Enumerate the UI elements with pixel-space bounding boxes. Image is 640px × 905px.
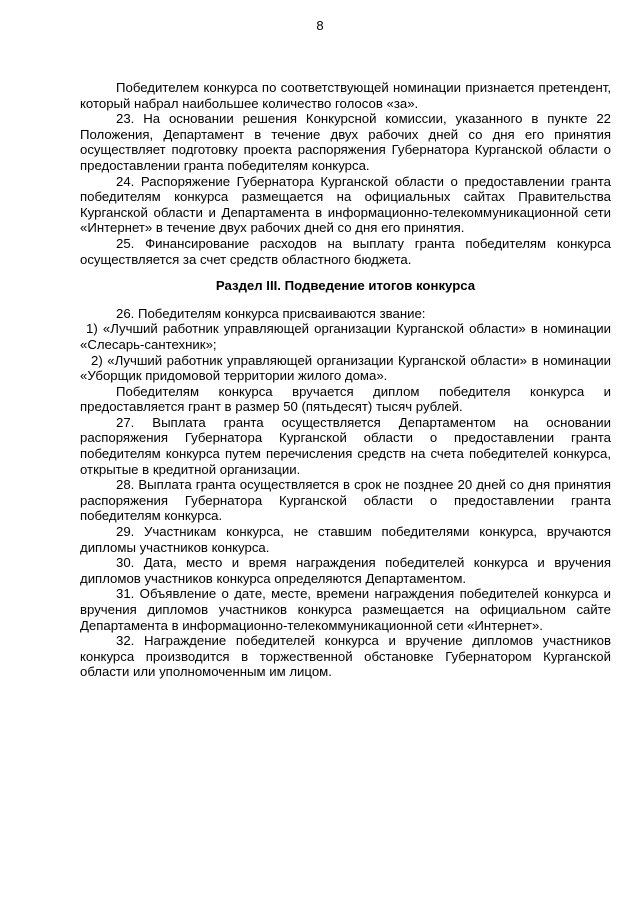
paragraph-26: 26. Победителям конкурса присваиваются звание: — [116, 305, 426, 321]
paragraph-26-diploma: Победителям конкурса вручается диплом победителя конкурса и предоставляется грант в размер 50 (пятьдесят) тысяч рублей. — [80, 383, 611, 415]
paragraph-winner-determination: Победителем конкурса по соответствующей номинации признается претендент, который набрал наибольшее количество голосов «за». — [80, 80, 611, 111]
paragraph-26-item-2: 2) «Лучший работник управляющей организации Курганской области» в номинации «Уборщик придомовой территории жилого дома». — [80, 352, 611, 384]
paragraph-32: 32. Награждение победителей конкурса и вручение дипломов участников конкурса производится в торжественной обстановке Губернатором Курганской области или уполномоченным им лицом. — [80, 633, 611, 680]
paragraph-26-item-1: 1) «Лучший работник управляющей организации Курганской области» в номинации «Слесарь-сантехник»; — [80, 321, 611, 352]
paragraph-31: 31. Объявление о дате, месте, времени награждения победителей конкурса и вручения дипломов участников конкурса размещается на официальном сайте Департамента в информационно-телекоммуникационной сети «Интернет». — [80, 586, 611, 633]
paragraph-27: 27. Выплата гранта осуществляется Департаментом на основании распоряжения Губернатора Курганской области о предоставлении гранта победителям конкурса путем перечисления средств на счета победителей конкурса, открытые в кредитной организации. — [80, 414, 611, 477]
paragraph-30: 30. Дата, место и время награждения победителей конкурса и вручения дипломов участников конкурса определяются Департаментом. — [80, 555, 611, 586]
document-body — [80, 80, 611, 680]
page-number: 8 — [316, 18, 324, 33]
paragraph-25: 25. Финансирование расходов на выплату гранта победителям конкурса осуществляется за счет средств областного бюджета. — [80, 235, 611, 267]
paragraph-29: 29. Участникам конкурса, не ставшим победителями конкурса, вручаются дипломы участников конкурса. — [80, 524, 611, 555]
paragraph-23: 23. На основании решения Конкурсной комиссии, указанного в пункте 22 Положения, Департамент в течение двух рабочих дней со дня его принятия осуществляет подготовку проекта распоряжения Губернатора Курганской области о предоставлении гранта победителям конкурса. — [80, 111, 611, 173]
paragraph-24: 24. Распоряжение Губернатора Курганской области о предоставлении гранта победителям конкурса размещается на официальных сайтах Правительства Курганской области и Департамента в информационно-телекоммуникационной сети «Интернет» в течение двух рабочих дней со дня его принятия. — [80, 173, 611, 236]
paragraph-28: 28. Выплата гранта осуществляется в срок не позднее 20 дней со дня принятия распоряжения Губернатора Курганской области о предоставлении гранта победителям конкурса. — [80, 477, 611, 524]
section-heading: Раздел III. Подведение итогов конкурса — [215, 278, 476, 294]
